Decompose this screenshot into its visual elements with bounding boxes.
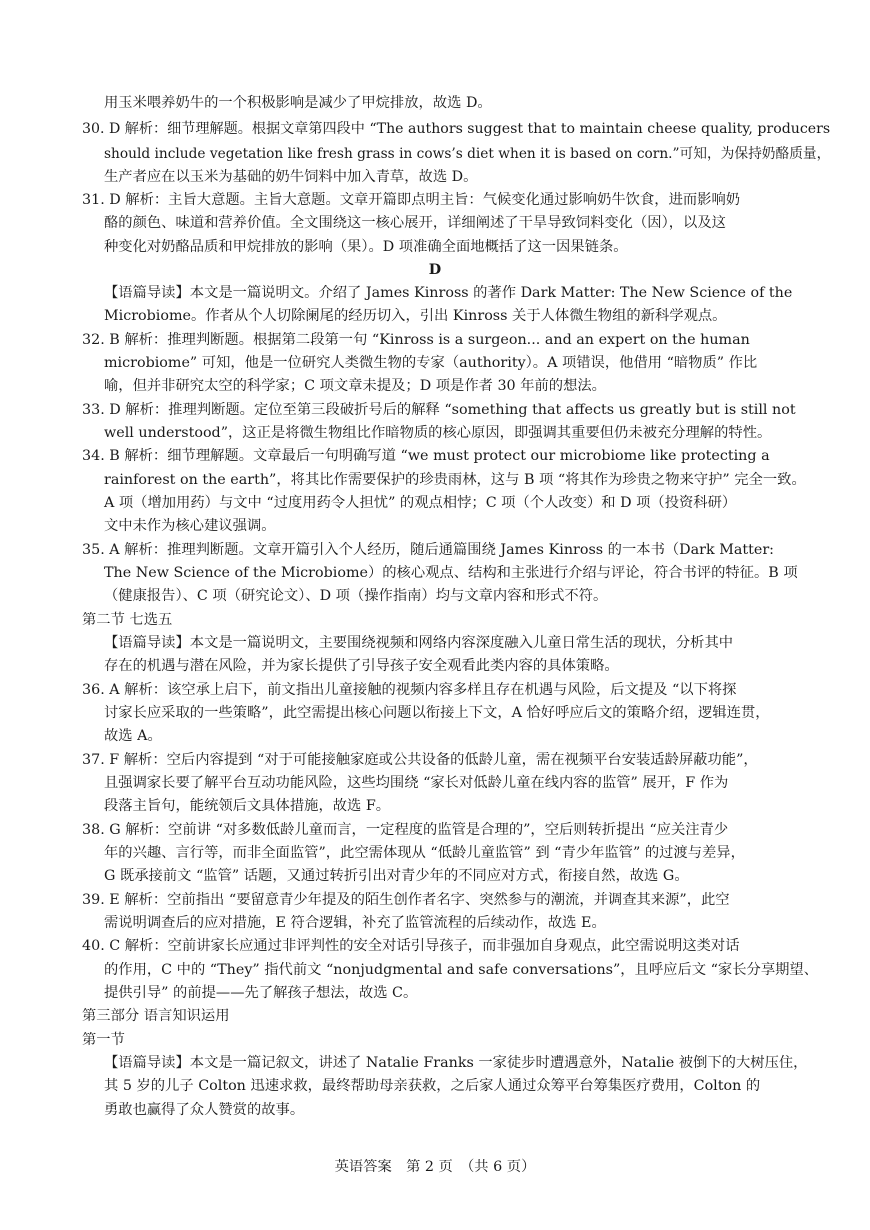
answer-38-line: 38. G 解析：空前讲 “对多数低龄儿童而言，一定程度的监管是合理的”，空后则转折提出 “应关注青少 — [82, 822, 729, 838]
text-line: microbiome” 可知，他是一位研究人类微生物的专家（authority）。A 项错误，他借用 “暗物质” 作比 — [104, 355, 758, 371]
text-line: 故选 A。 — [104, 728, 162, 744]
answer-37-line: 37. F 解析：空后内容提到 “对于可能接触家庭或公共设备的低龄儿童，需在视频平台安装适龄屏蔽功能”， — [82, 752, 758, 768]
text-line: rainforest on the earth”，将其比作需要保护的珍贵雨林，这与 B 项 “将其作为珍贵之物来守护” 完全一致。 — [104, 472, 806, 488]
text-line: （健康报告）、C 项（研究论文）、D 项（操作指南）均与文章内容和形式不符。 — [104, 588, 608, 604]
answer-33-line: 33. D 解析：推理判断题。定位至第三段破折号后的解释 “something that affects us greatly but is still not — [82, 402, 796, 418]
text-line: 需说明调查后的应对措施，E 符合逻辑，补充了监管流程的后续动作，故选 E。 — [104, 915, 606, 931]
reading-guide-line: 【语篇导读】本文是一篇记叙文，讲述了 Natalie Franks 一家徒步时遭遇意外，Natalie 被倒下的大树压住， — [104, 1055, 808, 1071]
answer-31-line: 31. D 解析：主旨大意题。主旨大意题。文章开篇即点明主旨：气候变化通过影响奶牛饮食，进而影响奶 — [82, 192, 741, 208]
text-line: 生产者应在以玉米为基础的奶牛饲料中加入青草，故选 D。 — [104, 169, 478, 185]
section-heading: 第二节 七选五 — [82, 612, 173, 628]
reading-guide-line: 【语篇导读】本文是一篇说明文，主要围绕视频和网络内容深度融入儿童日常生活的现状，分析其中 — [104, 635, 734, 651]
answer-35-line: 35. A 解析：推理判断题。文章开篇引入个人经历，随后通篇围绕 James Kinross 的一本书（Dark Matter: — [82, 542, 774, 558]
answer-40-line: 40. C 解析：空前讲家长应通过非评判性的安全对话引导孩子，而非强加自身观点，此空需说明这类对话 — [82, 938, 740, 954]
text-line: A 项（增加用药）与文中 “过度用药令人担忧” 的观点相悖；C 项（个人改变）和 D 项（投资科研） — [104, 495, 737, 511]
answer-32-line: 32. B 解析：推理判断题。根据第二段第一句 “Kinross is a surgeon... and an expert on the human — [82, 332, 750, 348]
text-line: well understood”，这正是将微生物组比作暗物质的核心原因，即强调其重要但仍未被充分理解的特性。 — [104, 425, 772, 441]
text-line: 其 5 岁的儿子 Colton 迅速求救，最终帮助母亲获救，之后家人通过众筹平台筹集医疗费用，Colton 的 — [104, 1078, 761, 1094]
text-line: 酪的颜色、味道和营养价值。全文围绕这一核心展开，详细阐述了干旱导致饲料变化（因），以及这 — [104, 215, 726, 231]
section-heading: 第一节 — [82, 1032, 125, 1048]
text-line: 年的兴趣、言行等，而非全面监管”，此空需体现从 “低龄儿童监管” 到 “青少年监管” 的过渡与差异， — [104, 845, 745, 861]
text-line: 提供引导” 的前提——先了解孩子想法，故选 C。 — [104, 985, 418, 1001]
text-line: should include vegetation like fresh grass in cows’s diet when it is based on corn.”可知，为保持奶酪质量， — [104, 146, 831, 162]
text-line: 的作用，C 中的 “They” 指代前文 “nonjudgmental and safe conversations”，且呼应后文 “家长分享期望、 — [104, 962, 819, 978]
text-line: 文中未作为核心建议强调。 — [104, 518, 276, 534]
text-line: Microbiome。作者从个人切除阑尾的经历切入，引出 Kinross 关于人体微生物组的新科学观点。 — [104, 308, 727, 324]
text-line: 种变化对奶酪品质和甲烷排放的影响（果）。D 项准确全面地概括了这一因果链条。 — [104, 239, 628, 255]
page-footer: 英语答案 第 2 页 （共 6 页） — [334, 1159, 536, 1175]
text-line: 勇敢也赢得了众人赞赏的故事。 — [104, 1102, 305, 1118]
text-line: 段落主旨句，能统领后文具体措施，故选 F。 — [104, 798, 391, 814]
text-line: G 既承接前文 “监管” 话题，又通过转折引出对青少年的不同应对方式，衔接自然，故选 G。 — [104, 868, 689, 884]
text-line: 讨家长应采取的一些策略”，此空需提出核心问题以衔接上下文，A 恰好呼应后文的策略介绍，逻辑连贯， — [104, 705, 770, 721]
answer-39-line: 39. E 解析：空前指出 “要留意青少年提及的陌生创作者名字、突然参与的潮流，并调查其来源”，此空 — [82, 892, 730, 908]
reading-guide-line: 【语篇导读】本文是一篇说明文。介绍了 James Kinross 的著作 Dark Matter: The New Science of the — [104, 285, 793, 301]
answer-36-line: 36. A 解析：该空承上启下，前文指出儿童接触的视频内容多样且存在机遇与风险，后文提及 “以下将探 — [82, 682, 737, 698]
text-line: 喻，但并非研究太空的科学家；C 项文章未提及；D 项是作者 30 年前的想法。 — [104, 378, 606, 394]
answer-34-line: 34. B 解析：细节理解题。文章最后一句明确写道 “we must protect our microbiome like protecting a — [82, 448, 770, 464]
part-heading: 第三部分 语言知识运用 — [82, 1008, 230, 1024]
answer-30-line: 30. D 解析：细节理解题。根据文章第四段中 “The authors suggest that to maintain cheese quality, producers — [82, 121, 831, 137]
text-line: 存在的机遇与潜在风险，并为家长提供了引导孩子安全观看此类内容的具体策略。 — [104, 658, 619, 674]
text-line: 且强调家长要了解平台互动功能风险，这些均围绕 “家长对低龄儿童在线内容的监管” 展开，F 作为 — [104, 775, 729, 791]
section-heading-d: D — [428, 262, 442, 278]
text-line: 用玉米喂养奶牛的一个积极影响是减少了甲烷排放，故选 D。 — [104, 95, 492, 111]
text-line: The New Science of the Microbiome）的核心观点、结构和主张进行介绍与评论，符合书评的特征。B 项 — [104, 565, 798, 581]
